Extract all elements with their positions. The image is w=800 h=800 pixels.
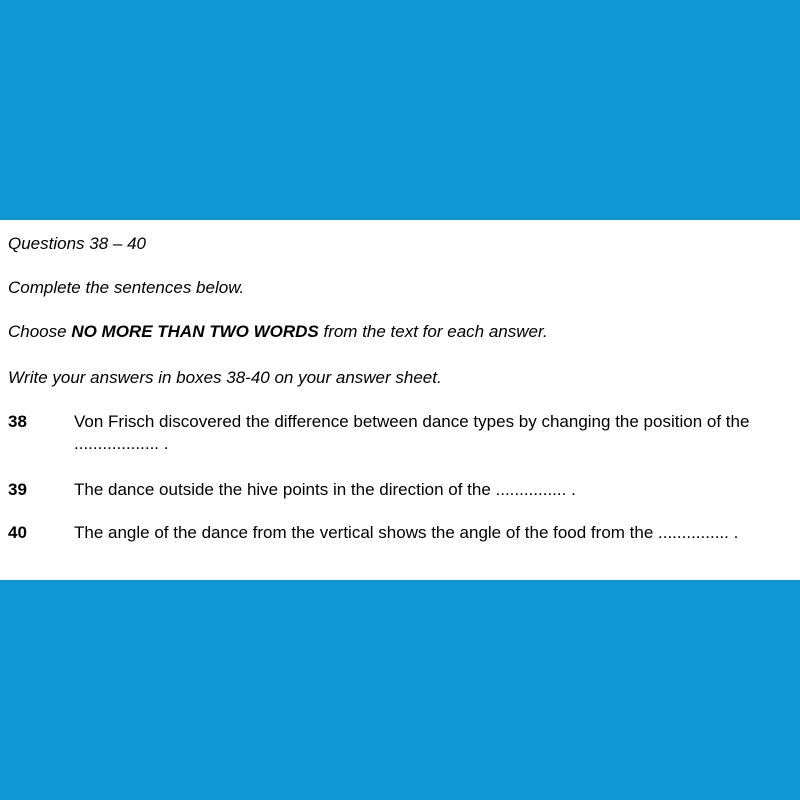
instruction-choose-prefix: Choose	[8, 322, 72, 341]
instruction-choose	[8, 322, 548, 342]
question-number-40: 40	[8, 523, 27, 542]
questions-heading: Questions 38 – 40	[8, 234, 146, 253]
question-sheet	[0, 220, 800, 580]
question-number-38: 38	[8, 412, 27, 431]
question-text-38: Von Frisch discovered the difference between dance types by changing the position of the .................. .	[74, 412, 750, 453]
question-number-39: 39	[8, 480, 27, 499]
instruction-choose-suffix: from the text for each answer.	[318, 322, 548, 341]
instruction-complete: Complete the sentences below.	[8, 278, 245, 297]
question-text-39: The dance outside the hive points in the direction of the ............... .	[74, 480, 576, 499]
question-text-40: The angle of the dance from the vertical shows the angle of the food from the ............... .	[74, 523, 739, 542]
word-limit-emphasis: NO MORE THAN TWO WORDS	[71, 322, 319, 341]
instruction-write: Write your answers in boxes 38-40 on your answer sheet.	[8, 368, 442, 387]
